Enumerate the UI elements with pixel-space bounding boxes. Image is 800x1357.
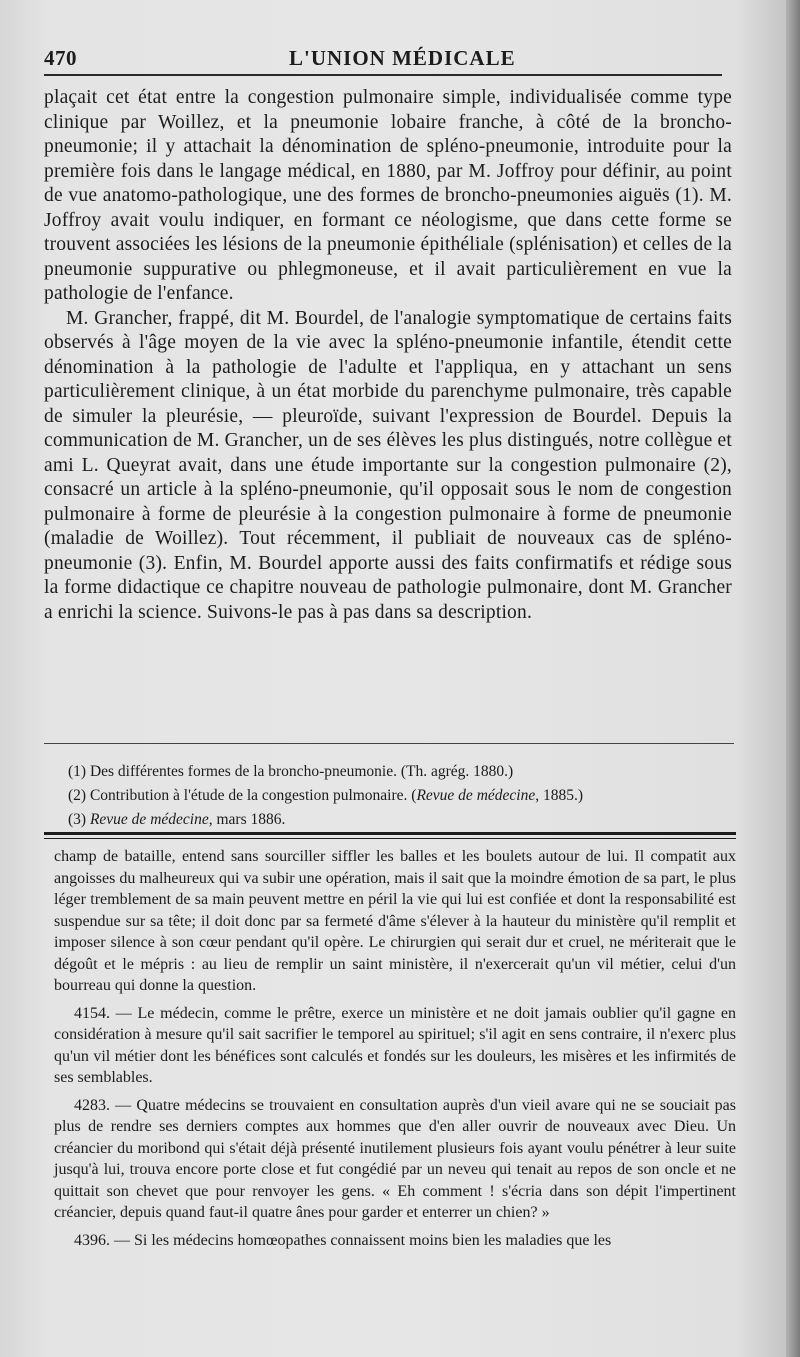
header-rule — [44, 74, 722, 76]
footnotes — [68, 760, 728, 832]
article-body — [44, 86, 732, 625]
feuilleton-paragraph: champ de bataille, entend sans sourciller siffler les balles et les boulets autour de lui. Il compatit aux angoisses du malheureux qui va subir une opération, mais il sait que la moindre émotion de sa part, le plus léger tremblement de sa main peuvent mettre en péril la vie qui lui est confiée et dont la responsabilité est suspendue sur sa tête; il doit donc par sa fermeté d'âme s'élever à la hauteur du ministère qu'il remplit et imposer silence à son cœur pendant qu'il opère. Le chirurgien qui serait dur et cruel, ne mériterait que le dégoût et le mépris : au lieu de remplir un saint ministère, il n'exercerait qu'un vil métier, celui d'un bourreau qui donne la question. — [54, 848, 736, 994]
page-spine-shadow — [786, 0, 800, 1357]
footnote-rule — [44, 743, 734, 744]
footnote-3-journal: Revue de médecine — [89, 811, 209, 828]
footnote-3-end: , mars 1886. — [208, 811, 286, 828]
article-paragraph: M. Grancher, frappé, dit M. Bourdel, de l'analogie symptomatique de certains faits observés à l'âge moyen de la vie avec la spléno-pneumonie infantile, étendit cette dénomination à la pathologie de l'adulte et l'appliqua, en y attachant un sens particulièrement clinique, à un état morbide du parenchyme pulmonaire, très capable de simuler la pleurésie, — pleuroïde, suivant l'expression de Bourdel. Depuis la communication de M. Grancher, un de ses élèves les plus distingués, notre collègue et ami L. Queyrat avait, dans une étude importante sur la congestion pulmonaire (2), consacré un article à la spléno-pneumonie, qu'il opposait sous le nom de congestion pulmonaire à forme de pleurésie à la congestion pulmonaire à forme de pneumonie (maladie de Woillez). Tout récemment, il publiait de nouveaux cas de spléno-pneumonie (3). Enfin, M. Bourdel apporte aussi des faits confirmatifs et rédige sous la forme didactique ce chapitre nouveau de pathologie pulmonaire, dont M. Grancher a enrichi la science. Suivons-le pas à pas dans sa description. — [44, 307, 732, 623]
page-number: 470 — [44, 46, 77, 70]
running-title: L'UNION MÉDICALE — [289, 46, 516, 70]
footnote-2-text: (2) Contribution à l'étude de la congestion pulmonaire. ( — [68, 787, 417, 804]
article-paragraph: plaçait cet état entre la congestion pulmonaire simple, individualisée comme type clinique par Woillez, et la pneumonie lobaire franche, à côté de la broncho-pneumonie; il y attachait la dénomination de spléno-pneumonie, introduite pour la première fois dans le langage médical, en 1880, par M. Joffroy pour définir, au point de vue anatomo-pathologique, une des formes de broncho-pneumonies aiguës (1). M. Joffroy avait voulu indiquer, en formant ce néologisme, que dans cette forme se trouvent associées les lésions de la pneumonie épithéliale (splénisation) et celles de la pneumonie suppurative ou phlegmoneuse, et il avait particulièrement en vue la pathologie de l'enfance. — [44, 87, 732, 304]
page-header — [44, 44, 720, 74]
feuilleton-body — [54, 846, 736, 1257]
footnote-3-number: (3) — [68, 811, 90, 828]
feuilleton-paragraph: 4154. — Le médecin, comme le prêtre, exerce un ministère et ne doit jamais oublier qu'il gagne en considération à mesure qu'il sait sacrifier le temporel au spirituel; s'il agit en sens contraire, il n'exerc plus qu'un vil métier dont les bénéfices sont calculés et fondés sur les douleurs, les misères et les infirmités de ses semblables. — [54, 1004, 736, 1086]
footnote-2 — [68, 784, 728, 808]
feuilleton-paragraph: 4396. — Si les médecins homœopathes connaissent moins bien les maladies que les — [74, 1231, 612, 1249]
footnote-3 — [68, 808, 728, 832]
section-divider — [44, 838, 736, 839]
feuilleton-paragraph: 4283. — Quatre médecins se trouvaient en consultation auprès d'un vieil avare qui ne se souciait pas plus de rendre ses derniers comptes aux hommes que d'en aller ouvrir de nouveaux avec Dieu. Un créancier du moribond qui s'était déjà présenté inutilement plusieurs fois ayant voulu pénétrer à leur suite jusqu'à lui, trouva encore porte close et fut congédié par un neveu qui tenait au repos de son oncle et ne quittait son chevet que pour renvoyer les gens. « Eh comment ! s'écria dans son dépit l'impertinent créancier, depuis quand faut-il quatre ânes pour garder et enterrer un chien? » — [54, 1096, 736, 1221]
section-divider — [44, 832, 736, 835]
footnote-2-journal: Revue de médecine — [416, 787, 536, 804]
footnote-1: (1) Des différentes formes de la broncho-pneumonie. (Th. agrég. 1880.) — [68, 763, 514, 780]
footnote-2-end: , 1885.) — [535, 787, 584, 804]
